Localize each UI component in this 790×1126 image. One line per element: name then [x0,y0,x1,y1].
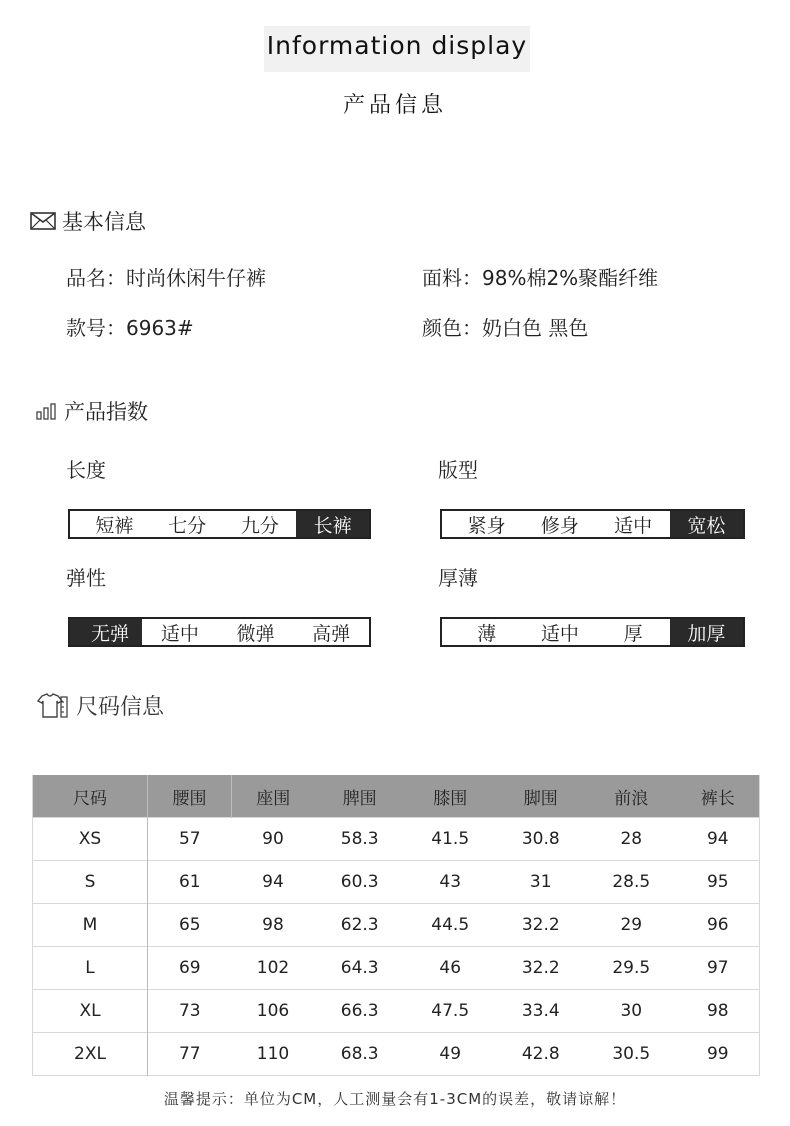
section-size-info-label: 尺码信息 [76,695,165,720]
table-cell: 64.3 [314,947,405,990]
thickness-option: 薄 [477,622,497,645]
table-cell: 96 [677,904,760,947]
table-cell: 110 [232,1033,315,1076]
shirt-ruler-icon [36,693,70,719]
table-cell: 30.5 [586,1033,677,1076]
thickness-scale [440,617,745,647]
table-cell: 28.5 [586,861,677,904]
length-option: 九分 [240,514,279,537]
fit-scale [440,509,745,539]
table-cell: 106 [232,990,315,1033]
section-product-index [36,396,148,426]
table-cell: 47.5 [405,990,496,1033]
length-label: 长度 [66,458,106,482]
table-row [33,818,760,861]
thickness-option-selected: 加厚 [670,619,743,645]
table-row [33,861,760,904]
table-cell: 60.3 [314,861,405,904]
page-subtitle: 产品信息 [342,93,447,118]
table-cell: 99 [677,1033,760,1076]
table-cell: S [33,861,148,904]
table-cell: 94 [677,818,760,861]
elasticity-option-selected: 无弹 [78,619,142,645]
table-cell: 95 [677,861,760,904]
table-cell: 58.3 [314,818,405,861]
table-cell: 29 [586,904,677,947]
header-cell: 尺码 [33,775,148,818]
table-cell: 61 [148,861,232,904]
fit-label: 版型 [438,458,478,482]
section-size-info [36,690,164,721]
table-cell: 98 [232,904,315,947]
elasticity-label: 弹性 [66,566,106,590]
table-cell: XL [33,990,148,1033]
table-cell: 43 [405,861,496,904]
table-row [33,990,760,1033]
table-row [33,1033,760,1076]
length-option: 短裤 [95,514,134,537]
product-name: 品名：时尚休闲牛仔裤 [66,266,266,290]
header-cell: 腰围 [148,775,232,818]
table-cell: 62.3 [314,904,405,947]
table-cell: 2XL [33,1033,148,1076]
table-cell: 73 [148,990,232,1033]
table-cell: 31 [495,861,586,904]
fit-option: 紧身 [467,514,506,537]
scale-lead [70,619,78,645]
table-row [33,947,760,990]
table-cell: XS [33,818,148,861]
table-cell: M [33,904,148,947]
table-cell: 77 [148,1033,232,1076]
elasticity-option: 高弹 [312,622,351,645]
length-option-selected: 长裤 [296,511,369,537]
elasticity-option: 适中 [160,622,199,645]
table-cell: L [33,947,148,990]
section-basic-info [30,206,146,236]
envelope-icon [30,212,56,230]
thickness-option: 适中 [540,622,579,645]
length-option: 七分 [168,514,207,537]
table-cell: 65 [148,904,232,947]
table-cell: 28 [586,818,677,861]
table-cell: 49 [405,1033,496,1076]
bar-chart-icon [36,402,58,420]
table-cell: 29.5 [586,947,677,990]
table-cell: 97 [677,947,760,990]
length-scale [68,509,371,539]
product-fabric: 面料：98%棉2%聚酯纤维 [422,266,659,290]
section-product-index-label: 产品指数 [64,400,148,424]
table-cell: 33.4 [495,990,586,1033]
table-cell: 69 [148,947,232,990]
scale-lead [70,511,78,537]
table-cell: 102 [232,947,315,990]
table-cell: 44.5 [405,904,496,947]
table-cell: 98 [677,990,760,1033]
table-cell: 66.3 [314,990,405,1033]
header-cell: 座围 [232,775,315,818]
table-cell: 94 [232,861,315,904]
scale-lead [442,619,450,645]
fit-option-selected: 宽松 [670,511,743,537]
size-table-header [33,775,760,818]
header-cell: 裤长 [677,775,760,818]
table-cell: 42.8 [495,1033,586,1076]
header-cell: 脾围 [314,775,405,818]
table-cell: 32.2 [495,904,586,947]
fit-option: 修身 [540,514,579,537]
table-cell: 57 [148,818,232,861]
measurement-note: 温馨提示：单位为CM，人工测量会有1-3CM的误差，敬请谅解！ [163,1090,627,1108]
table-cell: 68.3 [314,1033,405,1076]
section-basic-info-label: 基本信息 [62,210,146,234]
elasticity-option: 微弹 [236,622,275,645]
page-title: Information display [264,26,530,72]
fit-option: 适中 [614,514,653,537]
size-table [32,775,760,1076]
scale-lead [442,511,450,537]
thickness-option: 厚 [623,622,643,645]
table-row [33,904,760,947]
table-cell: 30 [586,990,677,1033]
thickness-label: 厚薄 [438,566,478,590]
header-cell: 前浪 [586,775,677,818]
table-cell: 32.2 [495,947,586,990]
table-cell: 30.8 [495,818,586,861]
elasticity-scale [68,617,371,647]
header-cell: 脚围 [495,775,586,818]
table-cell: 41.5 [405,818,496,861]
table-cell: 90 [232,818,315,861]
product-style-no: 款号：6963# [66,316,194,340]
table-cell: 46 [405,947,496,990]
product-color: 颜色：奶白色 黑色 [422,316,589,340]
header-cell: 膝围 [405,775,496,818]
